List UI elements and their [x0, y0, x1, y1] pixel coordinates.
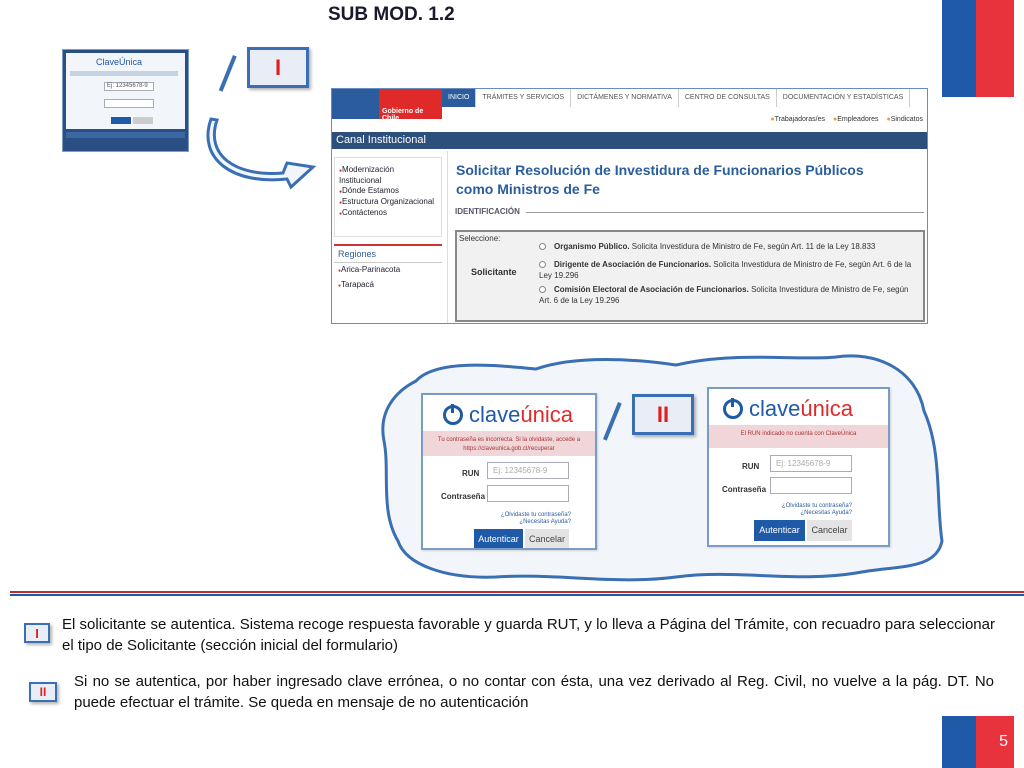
cancel-button[interactable]: Cancelar — [525, 529, 569, 548]
gov-label: Gobierno de Chile — [379, 89, 442, 119]
page-number: 5 — [999, 733, 1008, 750]
cancel-button[interactable]: Cancelar — [807, 520, 852, 541]
curved-arrow-icon — [205, 115, 325, 190]
option-dirigente[interactable]: Dirigente de Asociación de Funcionarios. Solicita Investidura de Ministro de Fe, según Art. 6 de la Ley 19.296 — [539, 260, 912, 280]
solicitante-label: Solicitante — [471, 267, 517, 277]
connector-line-1 — [219, 55, 237, 92]
solicitante-box — [455, 230, 925, 322]
login-panel-no-claveunica — [707, 387, 890, 547]
regions-title: Regiones — [334, 246, 442, 263]
nav-item-dictamenes[interactable]: DICTÁMENES Y NORMATIVA — [571, 89, 679, 107]
radio-button[interactable] — [539, 261, 546, 268]
dt-web-page — [331, 88, 928, 324]
sidebar-menu — [334, 157, 442, 237]
note-one: El solicitante se autentica. Sistema recoge respuesta favorable y guarda RUT, y lo lleva a Página del Trámite, con recuadro para seleccionar el tipo de Solicitante (sección inicial del formulario) — [62, 616, 995, 654]
nav-item-consultas[interactable]: CENTRO DE CONSULTAS — [679, 89, 777, 107]
tag-ii: II — [632, 394, 694, 435]
authenticate-button[interactable]: Autenticar — [474, 529, 523, 548]
error-message: El RUN indicado no cuenta con ClaveÚnica — [709, 425, 888, 448]
region-item[interactable]: ● Arica-Parinacota — [334, 263, 442, 278]
authenticate-button[interactable]: Autenticar — [754, 520, 805, 541]
tag-i-small: I — [24, 623, 50, 643]
tag-i: I — [247, 47, 309, 88]
forgot-password-link[interactable]: ¿Olvidaste tu contraseña? — [781, 503, 852, 509]
sidebar-item-contactenos[interactable]: ● Contáctenos — [339, 208, 437, 219]
forgot-password-link[interactable]: ¿Olvidaste tu contraseña? — [500, 512, 571, 518]
run-input[interactable]: Ej: 12345678-9 — [770, 455, 852, 472]
nav-item-inicio[interactable]: INICIO — [442, 89, 476, 107]
run-input[interactable]: Ej: 12345678-9 — [487, 462, 569, 479]
power-icon — [443, 405, 463, 425]
radio-button[interactable] — [539, 243, 546, 250]
claveunica-logo: claveúnica — [443, 402, 573, 428]
link-empleadores[interactable]: ● Empleadores — [833, 116, 878, 123]
nav-item-documentacion[interactable]: DOCUMENTACIÓN Y ESTADÍSTICAS — [777, 89, 910, 107]
nav-item-tramites[interactable]: TRÁMITES Y SERVICIOS — [476, 89, 571, 107]
claveunica-logo: claveúnica — [723, 396, 853, 422]
main-nav — [442, 89, 927, 107]
divider — [10, 591, 1024, 596]
channel-title: Canal Institucional — [332, 132, 927, 149]
option-comision[interactable]: Comisión Electoral de Asociación de Funcionarios. Solicita Investidura de Ministro de Fe, según Art. 6 de la Ley 19.296 — [539, 285, 909, 305]
error-message: Tu contraseña es incorrecta. Si la olvidaste, accede a https://claveunica.gob.cl/recuperar — [423, 431, 595, 456]
sidebar-item-donde-estamos[interactable]: ● Dónde Estamos — [339, 186, 437, 197]
select-label: Seleccione: — [459, 234, 501, 243]
thumbnail-run-field: Ej: 12345678-9 — [104, 82, 154, 91]
run-label: RUN — [462, 469, 480, 478]
page-title: Solicitar Resolución de Investidura de Funcionarios Públicos como Ministros de Fe — [456, 162, 864, 197]
radio-button[interactable] — [539, 286, 546, 293]
note-two: Si no se autentica, por haber ingresado clave errónea, o no contar con ésta, una vez derivado al Reg. Civil, no vuelve a la pág. DT. No puede efectuar el trámite. Se queda en mensaje de no autenticación — [74, 673, 994, 711]
power-icon — [723, 399, 743, 419]
slide-title: SUB MOD. 1.2 — [328, 4, 455, 25]
section-label: IDENTIFICACIÓN — [455, 207, 520, 216]
password-input[interactable] — [487, 485, 569, 502]
login-thumbnail — [62, 49, 189, 152]
sidebar-item-modernizacion[interactable]: ● Modernización Institucional — [339, 165, 437, 186]
link-sindicatos[interactable]: ● Sindicatos — [886, 116, 923, 123]
password-input[interactable] — [770, 477, 852, 494]
help-link[interactable]: ¿Necesitas Ayuda? — [800, 510, 852, 516]
run-label: RUN — [742, 462, 760, 471]
user-links — [770, 116, 923, 123]
flag-decoration-top — [942, 0, 1014, 97]
tag-ii-small: II — [29, 682, 57, 702]
region-item[interactable]: ● Tarapacá — [334, 278, 442, 293]
option-organismo[interactable]: Organismo Público. Solicita Investidura de Ministro de Fe, según Art. 11 de la Ley 18.833 — [539, 241, 919, 252]
login-panel-wrong-password — [421, 393, 597, 550]
thumbnail-logo: ClaveÚnica — [96, 57, 143, 67]
password-label: Contraseña — [441, 492, 486, 501]
regions-panel — [334, 244, 442, 324]
help-link[interactable]: ¿Necesitas Ayuda? — [519, 519, 571, 525]
password-label: Contraseña — [722, 485, 767, 494]
link-trabajadores[interactable]: ● Trabajadoras/es — [770, 116, 825, 123]
sidebar-item-estructura[interactable]: ● Estructura Organizacional — [339, 197, 437, 208]
